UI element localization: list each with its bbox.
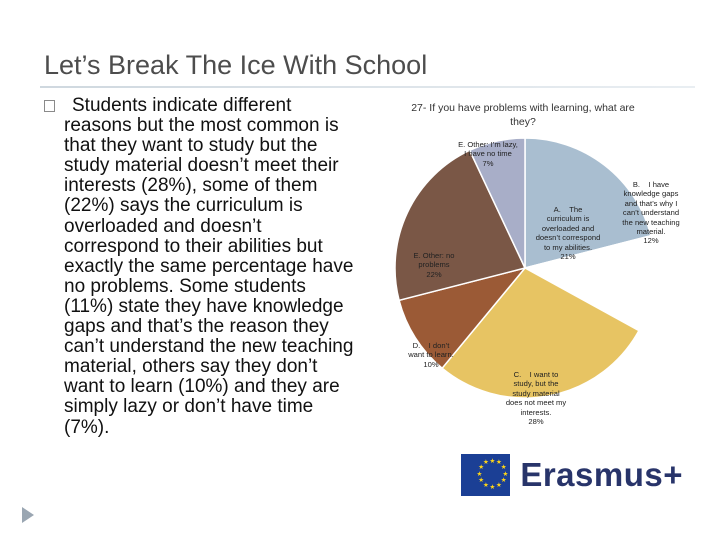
eu-star-icon: ★ <box>500 477 507 484</box>
label-d-head <box>403 341 459 350</box>
label-e1-text: E. Other: no problems <box>413 251 455 270</box>
label-b-word: I have <box>648 180 670 189</box>
label-a-head <box>533 205 603 214</box>
label-c <box>505 370 567 426</box>
label-e1-percent: 22% <box>426 269 442 279</box>
eu-star-icon: ★ <box>476 470 483 478</box>
label-d <box>403 341 459 369</box>
label-a-word: The <box>569 205 583 214</box>
label-e2-percent: 7% <box>482 158 494 168</box>
eu-star-icon: ★ <box>478 464 485 471</box>
label-b-letter: B. <box>632 180 641 189</box>
label-d-letter: D. <box>412 341 421 350</box>
eu-star-icon: ★ <box>483 481 489 489</box>
eu-star-icon: ★ <box>502 470 509 478</box>
label-e2 <box>457 140 519 168</box>
label-c-word: I want to <box>529 370 559 379</box>
label-a-percent: 21% <box>560 252 576 262</box>
erasmus-logo <box>461 452 683 498</box>
eu-star-icon: ★ <box>489 483 496 491</box>
label-b-percent: 12% <box>643 236 659 246</box>
label-c-text: study, but the study material does not meet my interests. <box>505 379 567 417</box>
eu-star-icon: ★ <box>500 464 507 471</box>
label-b-text: knowledge gaps and that’s why I can’t understand the new teaching material. <box>622 189 680 237</box>
label-c-percent: 28% <box>528 417 544 427</box>
eu-star-icon: ★ <box>489 457 496 465</box>
label-c-letter: C. <box>513 370 522 379</box>
eu-flag-icon <box>461 454 510 496</box>
eu-star-icon: ★ <box>483 459 489 467</box>
eu-star-icon: ★ <box>478 477 485 484</box>
label-a <box>533 205 603 261</box>
label-a-letter: A. <box>553 205 561 214</box>
label-e2-text: E. Other: I’m lazy, I have no time <box>458 140 518 159</box>
label-b-head <box>622 180 680 189</box>
bullet-text: Students indicate different reasons but the most common is that they want to study but the study material doesn’t meet their interests (28%), some of them (22%) says the curriculum is overloaded and doesn’t correspond to their abilities but exactly the same percentage have no problems. Some students (11%) state they have knowledge gaps and that’s the reason they can’t understand the new teaching material, others say they don’t want to learn (10%) and they are simply lazy or don’t have time (7%). <box>64 95 354 438</box>
slide-title: Let’s Break The Ice With School <box>44 50 428 80</box>
erasmus-logo-text: Erasmus+ <box>520 456 683 493</box>
label-d-word: I don’t <box>428 341 450 350</box>
label-d-text: want to learn. <box>408 350 454 360</box>
label-c-head <box>505 370 567 379</box>
eu-star-icon: ★ <box>496 481 502 489</box>
label-a-text: curriculum is overloaded and doesn’t correspond to my abilities. <box>535 214 601 252</box>
eu-star-icon: ★ <box>496 459 502 467</box>
label-b <box>622 180 680 246</box>
chart-title: 27- If you have problems with learning, what are they? <box>411 102 635 128</box>
label-e1 <box>408 251 460 279</box>
label-d-percent: 10% <box>423 359 439 369</box>
